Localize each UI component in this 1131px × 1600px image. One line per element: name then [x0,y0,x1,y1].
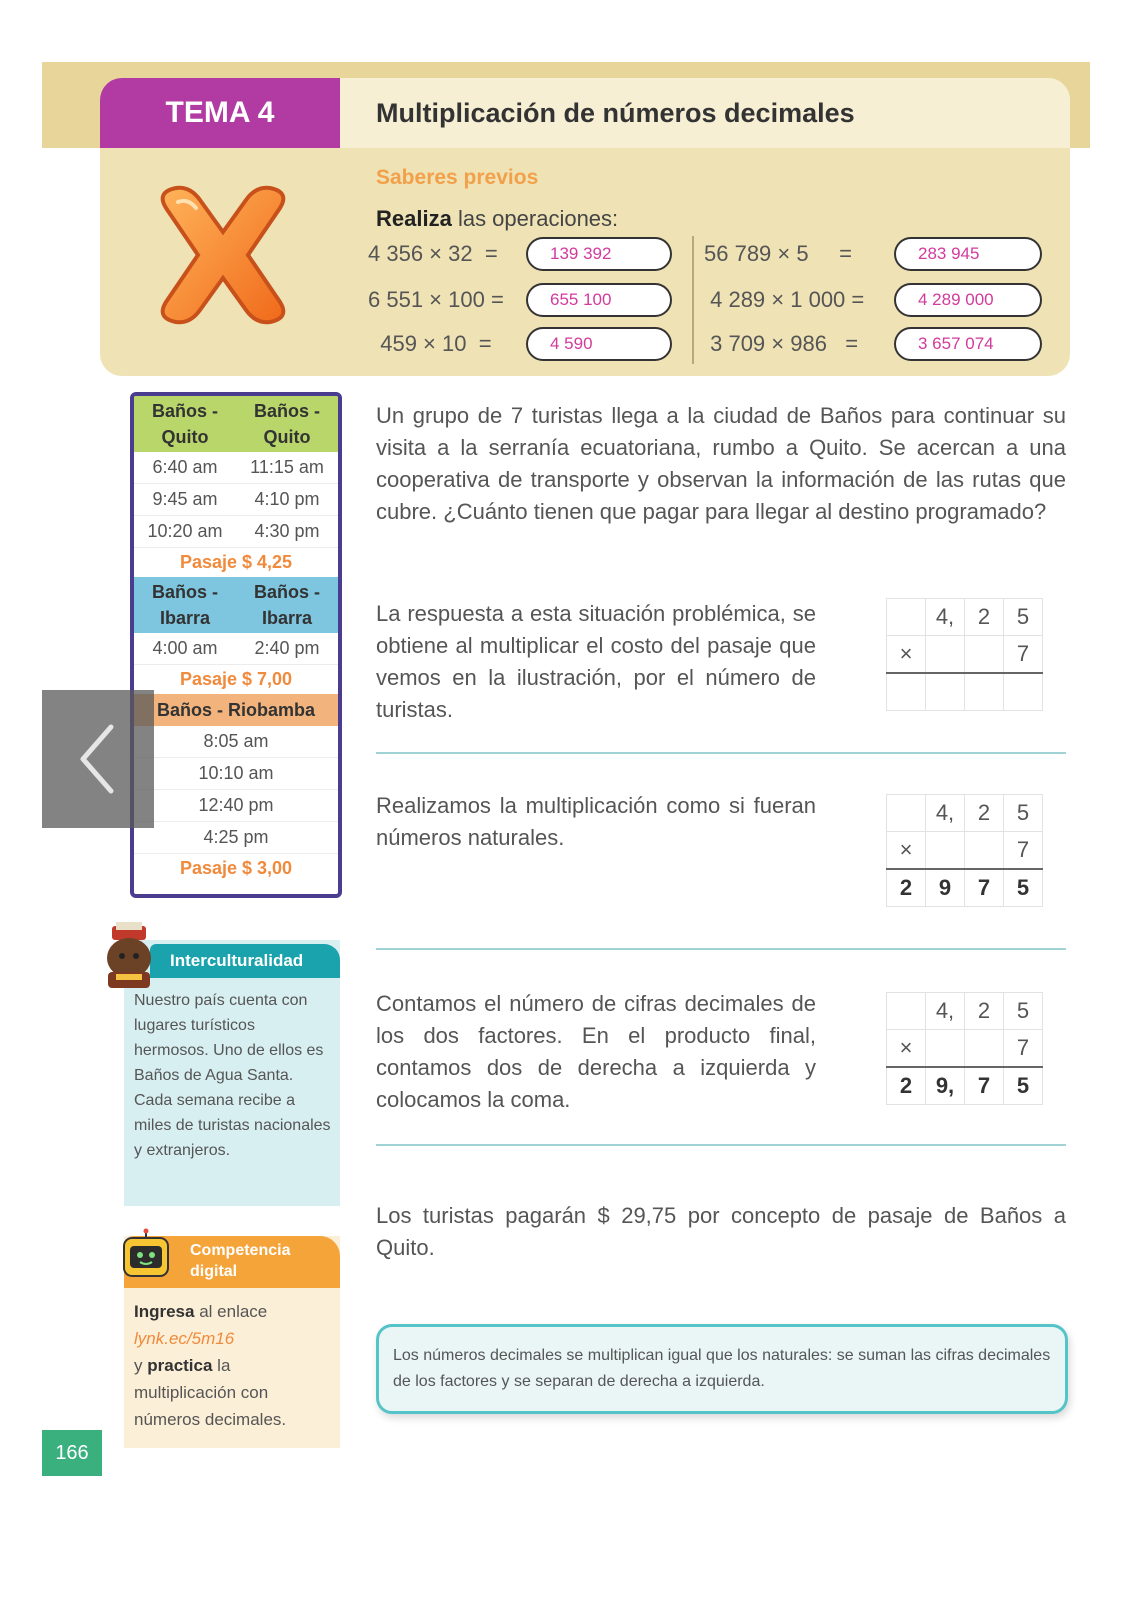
grid-cell: 5 [1004,869,1043,907]
multiplication-grid-1 [886,598,1043,711]
operation-row [704,282,1042,318]
answer-box: 4 289 000 [894,283,1042,317]
grid-cell [887,993,926,1030]
answer-box: 139 392 [526,237,672,271]
departure-time: 10:20 am [147,521,223,541]
schedule-row [134,790,338,822]
previous-page-button[interactable] [42,690,154,828]
departure-time: 4:25 pm [203,827,269,847]
grid-cell [926,636,965,674]
instruction-verb: Realiza [376,206,452,231]
schedule-header-riobamba: Baños - Riobamba [134,694,338,726]
interculturalidad-icon [98,922,160,992]
grid-cell: 7 [1004,832,1043,870]
competencia-digital-icon [118,1228,176,1286]
column-header: Baños - Quito [151,401,218,447]
interculturalidad-text: Nuestro país cuenta con lugares turísticos hermosos. Uno de ellos es Baños de Agua Santa. Cada semana recibe a miles de turistas nacionales y extranjeros. [134,992,331,1159]
interculturalidad-title: Interculturalidad [150,944,340,978]
schedule-row [134,452,338,484]
fare-quito: Pasaje $ 4,25 [179,552,293,572]
grid-cell: 2 [965,993,1004,1030]
grid-cell: 9, [926,1067,965,1105]
departure-time: 6:40 am [152,457,218,477]
competencia-title: Competencia digital [190,1242,291,1280]
grid-cell: 7 [965,1067,1004,1105]
grid-cell: 2 [965,599,1004,636]
competencia-practica-rest: la multiplicación con números decimales. [134,1356,287,1429]
grid-cell: × [887,1030,926,1068]
schedule-row [134,516,338,548]
section-divider [376,948,1066,950]
operation-expression: 3 709 × 986 = [704,331,859,356]
schedule-row [134,726,338,758]
multiply-x-icon [148,180,298,330]
grid-cell: 2 [887,1067,926,1105]
section-divider [376,1144,1066,1146]
operation-expression: 56 789 × 5 = [704,241,853,266]
step-3-text: Contamos el número de cifras decimales de los dos factores. En el producto final, contamos dos de derecha a izquierda y colocamos la coma. [376,991,816,1112]
grid-cell: 4, [926,993,965,1030]
column-header: Baños - Ibarra [151,582,218,628]
grid-cell [926,673,965,711]
grid-cell [965,636,1004,674]
departure-time: 4:30 pm [254,521,320,541]
schedule-header-quito [134,396,338,452]
tema-badge: TEMA 4 [100,78,340,148]
operations-divider [692,236,694,364]
grid-cell [926,1030,965,1068]
competencia-ingresa: Ingresa [134,1302,195,1321]
answer-box: 283 945 [894,237,1042,271]
grid-cell: 4, [926,599,965,636]
chevron-left-icon [73,719,123,799]
operation-row [704,326,1042,362]
page-number: 166 [42,1430,102,1476]
departure-time: 4:10 pm [254,489,320,509]
grid-cell: 7 [1004,1030,1043,1068]
operation-expression: 4 356 × 32 = [368,241,498,266]
answer-box: 4 590 [526,327,672,361]
grid-cell [887,599,926,636]
grid-cell: 5 [1004,795,1043,832]
schedule-row [134,822,338,854]
operation-row [368,326,672,362]
competencia-y: y [134,1356,148,1375]
competencia-text [134,1298,334,1433]
schedule-row [134,633,338,665]
departure-time: 4:00 am [152,638,218,658]
competencia-ingresa-rest: al enlace [194,1302,268,1321]
section-divider [376,752,1066,754]
column-header: Baños - Ibarra [253,582,320,628]
grid-cell: 2 [965,795,1004,832]
problem-statement: Un grupo de 7 turistas llega a la ciudad de Baños para continuar su visita a la serranía ecuatoriana, rumbo a Quito. Se acercan a una cooperativa de transporte y observan la información de las rutas que cubre. ¿Cuánto tienen que pagar para llegar al destino programado? [376,403,1066,524]
answer-box: 3 657 074 [894,327,1042,361]
fare-ibarra: Pasaje $ 7,00 [179,669,293,689]
rule-box: Los números decimales se multiplican igual que los naturales: se suman las cifras decimales de los factores y se separan de derecha a izquierda. [376,1324,1068,1414]
grid-cell: 5 [1004,993,1043,1030]
grid-cell [926,832,965,870]
grid-cell: 9 [926,869,965,907]
departure-time: 12:40 pm [198,795,274,815]
saberes-heading: Saberes previos [376,166,539,189]
instruction-rest: las operaciones: [451,206,619,231]
departure-time: 10:10 am [198,763,274,783]
grid-cell: 7 [965,869,1004,907]
fare-riobamba: Pasaje $ 3,00 [179,858,293,878]
grid-cell [887,673,926,711]
grid-cell: 5 [1004,599,1043,636]
grid-cell [1004,673,1043,711]
grid-cell [965,673,1004,711]
instruction [376,206,618,232]
operation-expression: 4 289 × 1 000 = [704,287,865,312]
schedule-row [134,758,338,790]
step-1-text: La respuesta a esta situación problémica, se obtiene al multiplicar el costo del pasaje que vemos en la ilustración, por el número de turistas. [376,601,816,722]
answer-box: 655 100 [526,283,672,317]
departure-time: 8:05 am [203,731,269,751]
operation-expression: 459 × 10 = [368,331,492,356]
grid-cell: 4, [926,795,965,832]
grid-cell: × [887,832,926,870]
grid-cell [965,832,1004,870]
conclusion-text: Los turistas pagarán $ 29,75 por concepto de pasaje de Baños a Quito. [376,1203,1066,1260]
schedule-header-ibarra [134,577,338,633]
competencia-practica: practica [147,1356,213,1375]
grid-cell: × [887,636,926,674]
page-title: Multiplicación de números decimales [340,78,1070,148]
column-header: Baños - Quito [253,401,320,447]
departure-time: 9:45 am [152,489,218,509]
competencia-link[interactable]: lynk.ec/5m16 [134,1329,235,1348]
operation-row [368,282,672,318]
grid-cell: 2 [887,869,926,907]
operation-row [368,236,672,272]
departure-time: 11:15 am [250,457,324,477]
step-2-text: Realizamos la multiplicación como si fueran números naturales. [376,793,816,850]
operation-expression: 6 551 × 100 = [368,287,504,312]
grid-cell: 5 [1004,1067,1043,1105]
multiplication-grid-3 [886,992,1043,1105]
operation-row [704,236,1042,272]
grid-cell [887,795,926,832]
departure-time: 2:40 pm [254,638,320,658]
grid-cell: 7 [1004,636,1043,674]
schedule-row [134,484,338,516]
multiplication-grid-2 [886,794,1043,907]
grid-cell [965,1030,1004,1068]
bus-schedule [130,392,342,898]
